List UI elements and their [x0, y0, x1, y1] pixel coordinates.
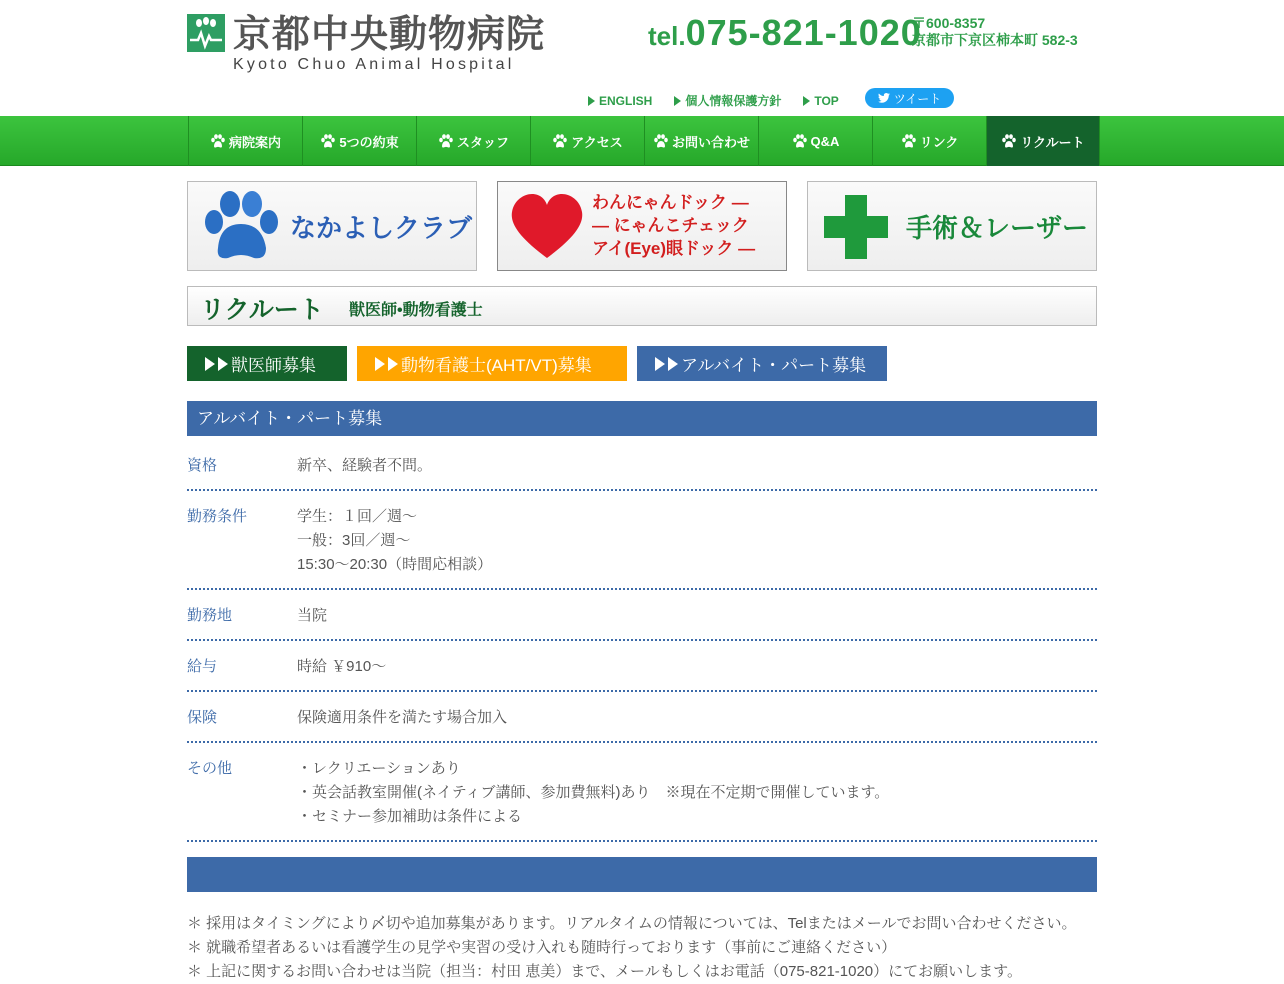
nav-item-2[interactable] [416, 116, 530, 166]
row-key: 給与 [187, 658, 218, 675]
logo-text [233, 14, 545, 74]
row-key: 勤務地 [187, 607, 233, 624]
recruit-details-table [187, 450, 1097, 901]
play-arrow-icon [655, 357, 665, 371]
row-value-line: 一般：3回／週～ [297, 532, 411, 549]
address-block [912, 15, 1078, 49]
dock-line-1: わんにゃんドック — [592, 193, 749, 212]
row-key: その他 [187, 760, 233, 777]
blue-paw-icon [200, 188, 284, 264]
surgery-laser-label: 手術＆レーザー [906, 213, 1089, 243]
play-arrow-icon [205, 357, 215, 371]
subnav-english-link[interactable] [588, 92, 652, 109]
pet-dock-banner[interactable] [497, 181, 787, 271]
subnav-label: 個人情報保護方針 [685, 94, 782, 108]
row-value-line: 保険適用条件を満たす場合加入 [297, 709, 508, 726]
nav-item-0[interactable] [188, 116, 302, 166]
triangle-right-icon [588, 96, 595, 106]
paw-icon [552, 134, 568, 148]
row-value-line: 15:30～20:30（時間応相談） [297, 556, 493, 573]
nurse-recruit-label: 動物看護士(AHT/VT)募集 [401, 356, 592, 375]
vet-recruit-label: 獣医師募集 [231, 356, 316, 375]
address: 京都市下京区柿本町 582-3 [912, 32, 1078, 48]
nav-label: Q&A [810, 133, 840, 149]
recruit-notes [187, 912, 1097, 984]
nav-item-3[interactable] [530, 116, 644, 166]
dock-line-3: アイ(Eye)眼ドック — [592, 239, 756, 258]
paw-icon [438, 134, 454, 148]
row-value [297, 604, 1097, 628]
paw-icon [210, 134, 226, 148]
table-row [187, 501, 1097, 590]
row-key: 勤務条件 [187, 508, 248, 525]
subnav-privacy-link[interactable] [674, 92, 781, 109]
nav-label: 病院案内 [228, 134, 281, 150]
nav-label: スタッフ [456, 134, 509, 150]
triangle-right-icon [803, 96, 810, 106]
nav-label: お問い合わせ [671, 134, 750, 150]
row-value-line: ・セミナー参加補助は条件による [297, 808, 523, 825]
tweet-label: ツイート [893, 91, 942, 106]
vet-recruit-tab[interactable] [187, 346, 347, 381]
nakayoshi-club-label: なかよしクラブ [290, 213, 473, 243]
hospital-logo[interactable] [187, 12, 546, 73]
row-value-line: 学生：１回／週～ [297, 508, 418, 525]
page-title-bar [187, 286, 1097, 326]
nav-item-4[interactable] [644, 116, 758, 166]
row-value [297, 454, 1097, 478]
nav-label: 5つの約束 [339, 134, 399, 150]
section-heading: アルバイト・パート募集 [187, 401, 1097, 436]
row-value [297, 655, 1097, 679]
note-line: ＊ 就職希望者あるいは看護学生の見学や実習の受け入れも随時行っております（事前にご連絡ください） [187, 939, 897, 956]
row-value-line: 当院 [297, 607, 328, 624]
part-time-recruit-label: アルバイト・パート募集 [681, 356, 867, 375]
dock-line-2: — にゃんこチェック [592, 216, 749, 235]
play-arrow-icon [375, 357, 385, 371]
row-value [297, 706, 1097, 730]
pet-dock-lines [592, 191, 755, 260]
triangle-right-icon [674, 96, 681, 106]
nurse-recruit-tab[interactable] [357, 346, 627, 381]
row-value-line: 新卒、経験者不問。 [297, 457, 433, 474]
row-value-line: ・英会話教室開催(ネイティブ講師、参加費無料)あり ※現在不定期で開催しています。 [297, 784, 890, 801]
logo-english: Kyoto Chuo Animal Hospital [233, 56, 515, 73]
paw-icon [320, 134, 336, 148]
nav-item-1[interactable] [302, 116, 416, 166]
subnav-label: ENGLISH [599, 93, 653, 108]
logo-japanese: 京都中央動物病院 [233, 12, 546, 56]
row-value [297, 505, 1097, 577]
section-divider-bar [187, 857, 1097, 892]
nakayoshi-club-banner[interactable] [187, 181, 477, 271]
table-row [187, 600, 1097, 641]
main-nav [0, 116, 1284, 166]
paw-icon [1001, 134, 1017, 148]
utility-nav [588, 92, 839, 109]
row-key: 保険 [187, 709, 218, 726]
part-time-recruit-tab[interactable] [637, 346, 887, 381]
page-subtitle: 獣医師•動物看護士 [349, 302, 483, 319]
green-cross-icon [824, 195, 888, 259]
row-key: 資格 [187, 457, 218, 474]
table-row [187, 753, 1097, 842]
note-line: ＊ 採用はタイミングにより〆切や追加募集があります。リアルタイムの情報については、Telまたはメールでお問い合わせください。 [187, 915, 1077, 932]
surgery-laser-banner[interactable] [807, 181, 1097, 271]
red-heart-icon [510, 194, 584, 260]
page-title: リクルート [200, 296, 324, 324]
twitter-bird-icon [878, 93, 890, 103]
tel-number: 075-821-1020 [685, 12, 922, 53]
table-row [187, 651, 1097, 692]
row-value-line: 時給 ￥910～ [297, 658, 387, 675]
paw-icon [901, 134, 917, 148]
tel-prefix: tel. [648, 21, 686, 51]
note-line: ＊ 上記に関するお問い合わせは当院（担当：村田 恵美）まで、メールもしくはお電話（075-821-1020）にてお願いします。 [187, 963, 1022, 980]
nav-item-5[interactable] [758, 116, 872, 166]
postal-code: 〒600-8357 [912, 15, 986, 31]
nav-label: リクルート [1020, 134, 1085, 150]
row-value [297, 757, 1097, 829]
paw-icon [653, 134, 669, 148]
subnav-label: TOP [814, 93, 839, 108]
nav-item-7[interactable] [986, 116, 1100, 166]
table-row [187, 450, 1097, 491]
subnav-top-link[interactable] [803, 92, 838, 109]
play-arrow-icon [388, 357, 398, 371]
row-value-line: ・レクリエーションあり [297, 760, 461, 777]
play-arrow-icon [668, 357, 678, 371]
nav-label: リンク [919, 134, 959, 150]
nav-label: アクセス [571, 134, 623, 150]
tweet-button[interactable] [865, 88, 954, 108]
paw-icon [792, 134, 808, 148]
nav-item-6[interactable] [872, 116, 986, 166]
phone-number[interactable] [648, 12, 922, 54]
logo-heart-paw-icon [187, 14, 225, 52]
table-row [187, 702, 1097, 743]
play-arrow-icon [218, 357, 228, 371]
